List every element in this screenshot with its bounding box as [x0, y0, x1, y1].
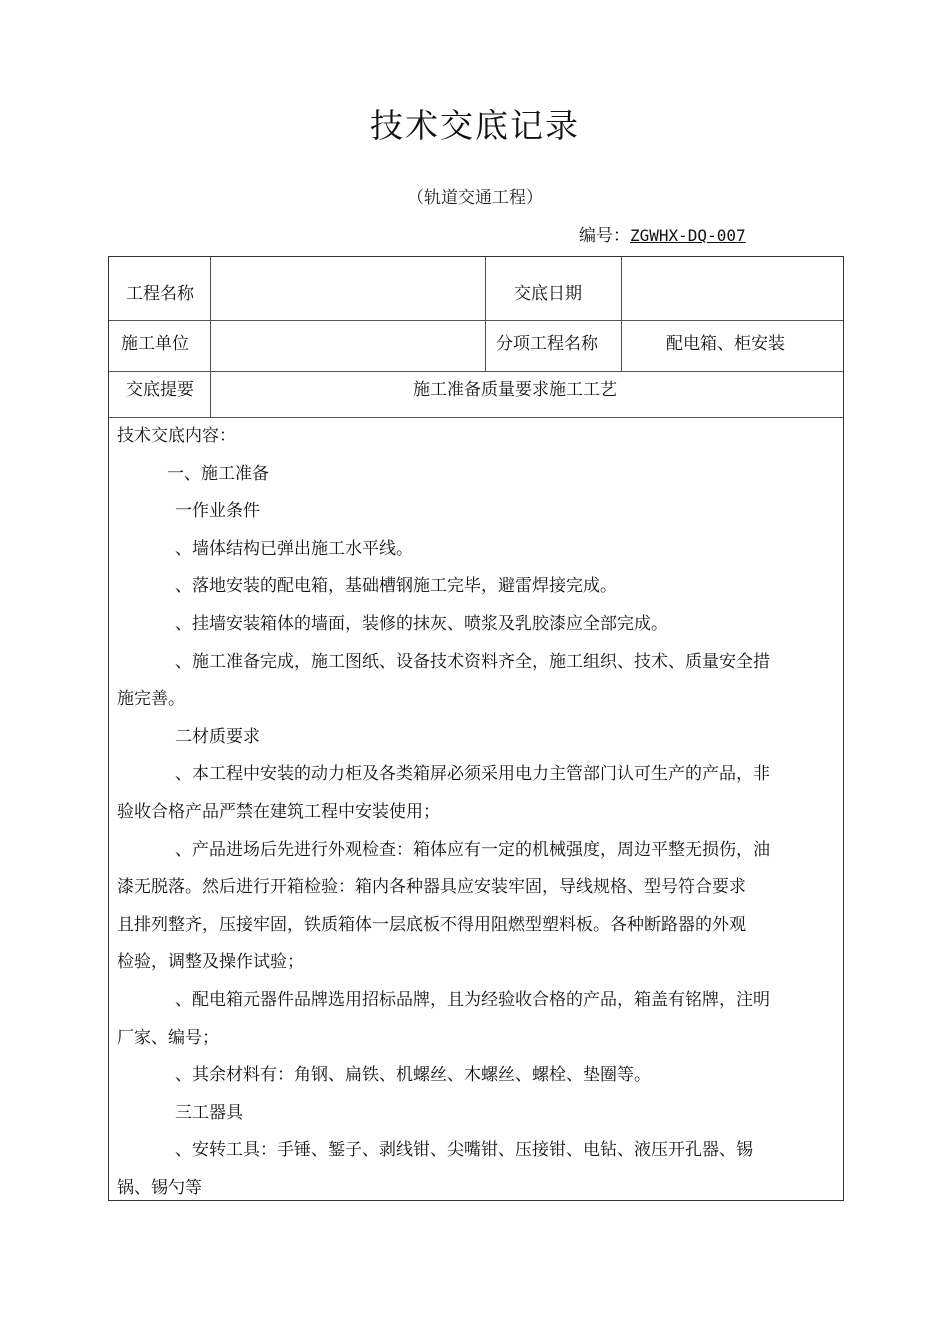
section-heading: 一、施工准备	[167, 463, 269, 484]
content-line: 、挂墙安装箱体的墙面，装修的抹灰、喷浆及乳胶漆应全部完成。	[175, 613, 668, 634]
content-line: 、产品进场后先进行外观检查：箱体应有一定的机械强度，周边平整无损伤，油	[175, 839, 770, 860]
content-line: 、落地安装的配电箱，基础槽钢施工完毕，避雷焊接完成。	[175, 576, 617, 597]
summary-label: 交底提要	[126, 380, 194, 400]
content-line: 漆无脱落。然后进行开箱检验：箱内各种器具应安装牢固，导线规格、型号符合要求	[117, 877, 746, 898]
content-line: 、其余材料有：角钢、扁铁、机螺丝、木螺丝、螺栓、垫圈等。	[175, 1065, 651, 1086]
content-line: 、配电箱元器件品牌选用招标品牌，且为经验收合格的产品，箱盖有铭牌，注明	[175, 989, 770, 1010]
content-line: 、安转工具：手锤、錾子、剥线钳、尖嘴钳、压接钳、电钻、液压开孔器、锡	[175, 1140, 753, 1161]
disclosure-content	[117, 418, 839, 1207]
subsection-heading: 三工器具	[175, 1102, 243, 1123]
content-line: 、施工准备完成，施工图纸、设备技术资料齐全，施工组织、技术、质量安全措	[175, 651, 770, 672]
code-value: ZGWHX-DQ-007	[630, 226, 746, 245]
content-line: 、墙体结构已弹出施工水平线。	[175, 538, 413, 559]
content-line: 验收合格产品严禁在建筑工程中安装使用；	[117, 801, 440, 822]
content-line: 检验，调整及操作试验；	[117, 952, 304, 973]
content-line: 、本工程中安装的动力柜及各类箱屏必须采用电力主管部门认可生产的产品，非	[175, 764, 770, 785]
document-code	[579, 221, 746, 246]
content-line: 厂家、编号；	[117, 1027, 219, 1048]
content-line: 且排列整齐，压接牢固，铁质箱体一层底板不得用阻燃型塑料板。各种断路器的外观	[117, 914, 746, 935]
row-divider	[109, 320, 843, 321]
content-line: 锅、锡勺等	[117, 1177, 202, 1198]
row-divider	[109, 371, 843, 372]
project-name-label: 工程名称	[126, 284, 194, 304]
column-divider	[621, 257, 622, 371]
unit-label: 施工单位	[121, 334, 189, 354]
column-divider	[210, 257, 211, 417]
subproject-label: 分项工程名称	[496, 334, 598, 354]
subproject-value: 配电箱、柜安装	[666, 334, 785, 354]
summary-value: 施工准备质量要求施工工艺	[413, 380, 617, 400]
subsection-heading: 二材质要求	[175, 726, 260, 747]
record-table	[108, 256, 844, 1201]
subsection-heading: 一作业条件	[175, 501, 260, 522]
date-label: 交底日期	[514, 284, 582, 304]
column-divider	[485, 257, 486, 371]
document-subtitle: （轨道交通工程）	[407, 188, 543, 208]
content-line: 施完善。	[117, 689, 185, 710]
code-label: 编号：	[579, 226, 630, 246]
document-title: 技术交底记录	[370, 106, 580, 145]
content-heading: 技术交底内容：	[117, 426, 236, 446]
